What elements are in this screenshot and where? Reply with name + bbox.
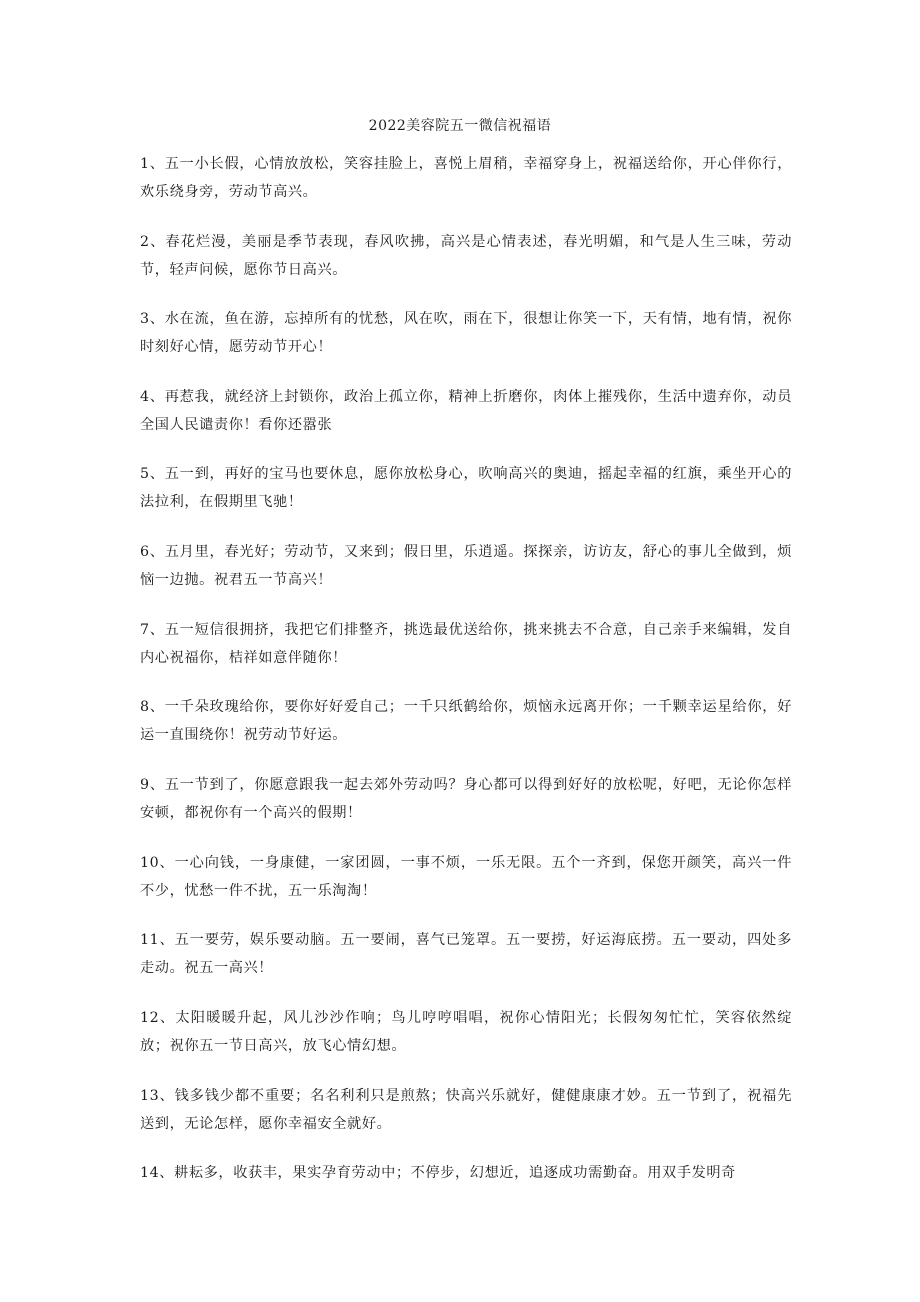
paragraph-14: 14、耕耘多，收获丰，果实孕育劳动中；不停步，幻想近，追逐成功需勤奋。用双手发明奇 [140,1165,736,1181]
paragraph-6: 6、五月里，春光好；劳动节，又来到；假日里，乐逍遥。探探亲，访访友，舒心的事儿全做到，烦恼一边抛。祝君五一节高兴！ [140,544,792,588]
paragraph-8: 8、一千朵玫瑰给你，要你好好爱自己；一千只纸鹤给你，烦恼永远离开你；一千颗幸运星给你，好运一直围绕你！祝劳动节好运。 [140,699,792,743]
paragraph-3: 3、水在流，鱼在游，忘掉所有的忧愁，风在吹，雨在下，很想让你笑一下，天有情，地有情，祝你时刻好心情，愿劳动节开心！ [140,311,792,355]
paragraph-4: 4、再惹我，就经济上封锁你，政治上孤立你，精神上折磨你，肉体上摧残你，生活中遗弃你，动员全国人民谴责你！看你还嚣张 [140,389,792,433]
paragraph-11: 11、五一要劳，娱乐要动脑。五一要闹，喜气已笼罩。五一要捞，好运海底捞。五一要动，四处多走动。祝五一高兴！ [140,932,792,976]
paragraph-9: 9、五一节到了，你愿意跟我一起去郊外劳动吗？身心都可以得到好好的放松呢，好吧，无论你怎样安顿，都祝你有一个高兴的假期！ [140,777,792,821]
document-title: 2022美容院五一微信祝福语 [368,118,552,134]
paragraph-1: 1、五一小长假，心情放放松，笑容挂脸上，喜悦上眉稍，幸福穿身上，祝福送给你，开心伴你行，欢乐绕身旁，劳动节高兴。 [140,156,792,200]
paragraph-10: 10、一心向钱，一身康健，一家团圆，一事不烦，一乐无限。五个一齐到，保您开颜笑，高兴一件不少，忧愁一件不扰，五一乐淘淘！ [140,855,792,899]
paragraph-7: 7、五一短信很拥挤，我把它们排整齐，挑选最优送给你，挑来挑去不合意，自己亲手来编辑，发自内心祝福你，桔祥如意伴随你！ [140,622,792,666]
paragraph-13: 13、钱多钱少都不重要；名名利利只是煎熬；快高兴乐就好，健健康康才妙。五一节到了，祝福先送到，无论怎样，愿你幸福安全就好。 [140,1088,792,1132]
paragraph-5: 5、五一到，再好的宝马也要休息，愿你放松身心，吹响高兴的奥迪，摇起幸福的红旗，乘坐开心的法拉利，在假期里飞驰！ [140,466,792,510]
paragraph-2: 2、春花烂漫，美丽是季节表现，春风吹拂，高兴是心情表述，春光明媚，和气是人生三味，劳动节，轻声问候，愿你节日高兴。 [140,234,792,278]
paragraph-12: 12、太阳暖暖升起，风儿沙沙作响；鸟儿哼哼唱唱，祝你心情阳光；长假匆匆忙忙，笑容依然绽放；祝你五一节日高兴，放飞心情幻想。 [140,1010,792,1054]
